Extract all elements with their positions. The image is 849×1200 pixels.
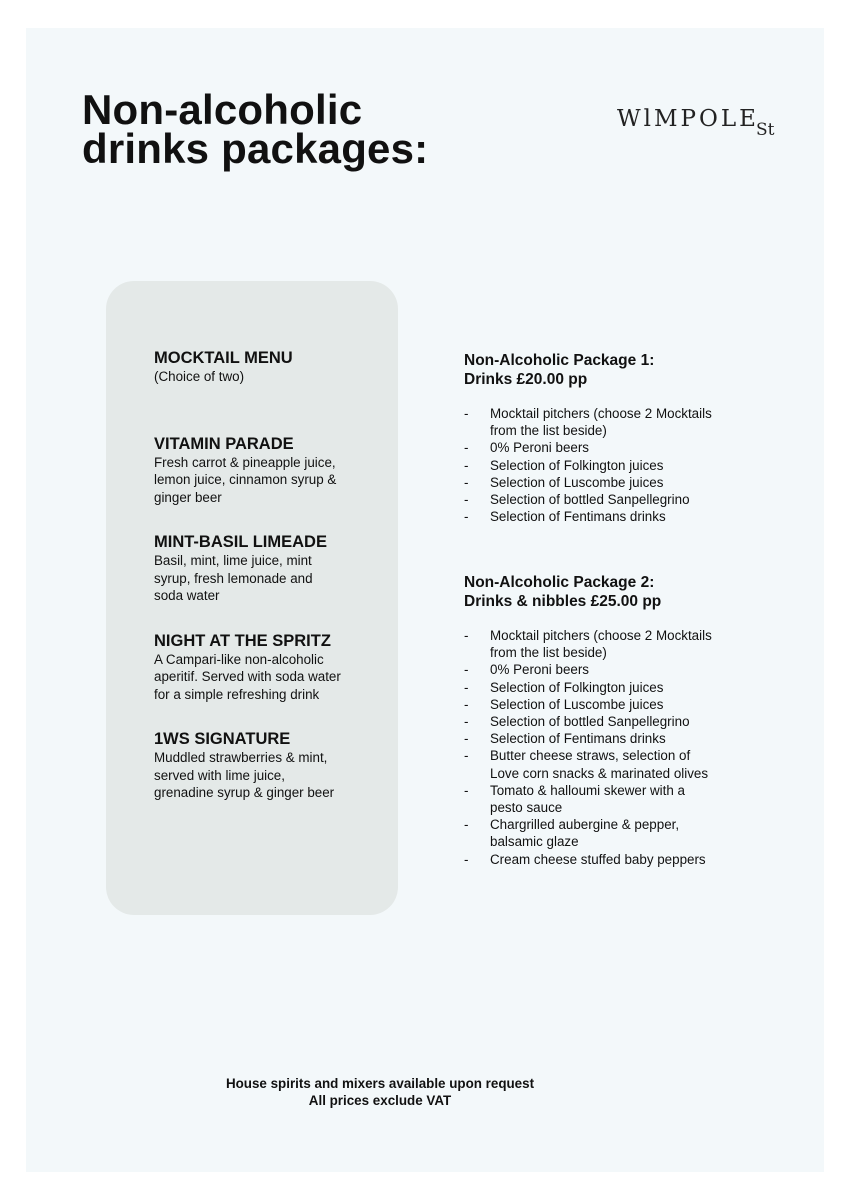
mocktail-item (154, 729, 384, 802)
mocktail-menu-subheading: (Choice of two) (154, 369, 245, 384)
mocktail-description: A Campari-like non-alcoholic aperitif. Served with soda water for a simple refreshing drink (154, 651, 341, 702)
list-item-text: Mocktail pitchers (choose 2 Mocktails from the list beside) (490, 628, 712, 661)
list-item (464, 713, 754, 730)
list-item-text: Selection of Luscombe juices (490, 474, 664, 490)
list-item-text: Selection of Folkington juices (490, 679, 664, 695)
bullet-dash: - (464, 406, 469, 421)
wimpole-st-logo (617, 106, 777, 150)
list-item (464, 730, 754, 747)
bullet-dash: - (464, 457, 469, 473)
bullet-dash: - (464, 731, 469, 747)
page-title (82, 86, 429, 172)
mocktail-menu-heading: MOCKTAIL MENU (154, 349, 293, 367)
list-item (464, 851, 754, 868)
list-item-text: Selection of Fentimans drinks (490, 509, 666, 525)
mocktail-item (154, 532, 384, 605)
bullet-dash: - (464, 628, 469, 643)
footer-line-2: All prices exclude VAT (308, 1093, 452, 1108)
mocktail-item (154, 434, 384, 507)
mocktail-description: Fresh carrot & pineapple juice, lemon juice, cinnamon syrup & ginger beer (154, 454, 337, 505)
list-item (464, 439, 754, 456)
bullet-dash: - (464, 817, 469, 833)
mocktail-item (154, 631, 384, 704)
bullet-dash: - (464, 474, 469, 490)
list-item (464, 508, 754, 525)
list-item (464, 679, 754, 696)
list-item (464, 816, 754, 850)
list-item-text: Selection of Folkington juices (490, 457, 664, 473)
mocktail-description: Basil, mint, lime juice, mint syrup, fresh lemonade and soda water (154, 553, 313, 603)
footer-note (0, 1075, 760, 1109)
list-item (464, 696, 754, 713)
bullet-dash: - (464, 679, 469, 695)
bullet-dash: - (464, 748, 469, 764)
list-item-text: 0% Peroni beers (490, 440, 589, 456)
list-item (464, 627, 754, 661)
mocktail-name: VITAMIN PARADE (154, 434, 294, 453)
package-2-list (464, 627, 754, 868)
title-line-1: Non-alcoholic (82, 86, 363, 133)
list-item-text: 0% Peroni beers (490, 662, 589, 678)
bullet-dash: - (464, 440, 469, 456)
list-item (464, 782, 754, 816)
mocktail-description: Muddled strawberries & mint, served with lime juice, grenadine syrup & ginger beer (154, 750, 335, 800)
list-item-text: Selection of bottled Sanpellegrino (490, 492, 690, 508)
bullet-dash: - (464, 662, 469, 678)
package-1-title-line-1: Non-Alcoholic Package 1: (464, 352, 655, 369)
bullet-dash: - (464, 696, 469, 712)
package-1-title-line-2: Drinks £20.00 pp (464, 371, 588, 388)
list-item-text: Selection of Fentimans drinks (490, 731, 666, 747)
mocktail-name: MINT-BASIL LIMEADE (154, 533, 327, 551)
list-item (464, 474, 754, 491)
list-item-text: Selection of bottled Sanpellegrino (490, 714, 690, 730)
mocktail-menu (154, 348, 384, 828)
bullet-dash: - (464, 714, 469, 730)
mocktail-name: 1WS SIGNATURE (154, 730, 291, 748)
list-item-text: Cream cheese stuffed baby peppers (490, 851, 706, 867)
package-2-title-line-2: Drinks & nibbles £25.00 pp (464, 593, 662, 610)
bullet-dash: - (464, 782, 469, 798)
bullet-dash: - (464, 509, 469, 525)
list-item (464, 661, 754, 678)
list-item-text: Butter cheese straws, selection of Love corn snacks & marinated olives (490, 748, 709, 781)
footer-line-1: House spirits and mixers available upon request (225, 1076, 535, 1091)
package-2 (464, 573, 754, 868)
bullet-dash: - (464, 492, 469, 508)
title-line-2: drinks packages: (82, 125, 429, 172)
list-item-text: Mocktail pitchers (choose 2 Mocktails from the list beside) (490, 406, 712, 439)
list-item (464, 747, 754, 781)
list-item (464, 457, 754, 474)
list-item-text: Selection of Luscombe juices (490, 696, 664, 712)
logo-suffix: St (756, 120, 775, 140)
package-1-list (464, 405, 754, 525)
logo-wordmark: WlMPOLE (617, 106, 759, 132)
list-item (464, 491, 754, 508)
list-item-text: Tomato & halloumi skewer with a pesto sauce (490, 782, 685, 816)
list-item (464, 405, 754, 439)
package-2-title-line-1: Non-Alcoholic Package 2: (464, 574, 655, 591)
package-2-title (464, 573, 754, 611)
list-item-text: Chargrilled aubergine & pepper, balsamic glaze (490, 817, 680, 850)
package-1-title (464, 351, 754, 389)
mocktail-name: NIGHT AT THE SPRITZ (154, 631, 331, 650)
package-1 (464, 351, 754, 525)
bullet-dash: - (464, 851, 469, 867)
